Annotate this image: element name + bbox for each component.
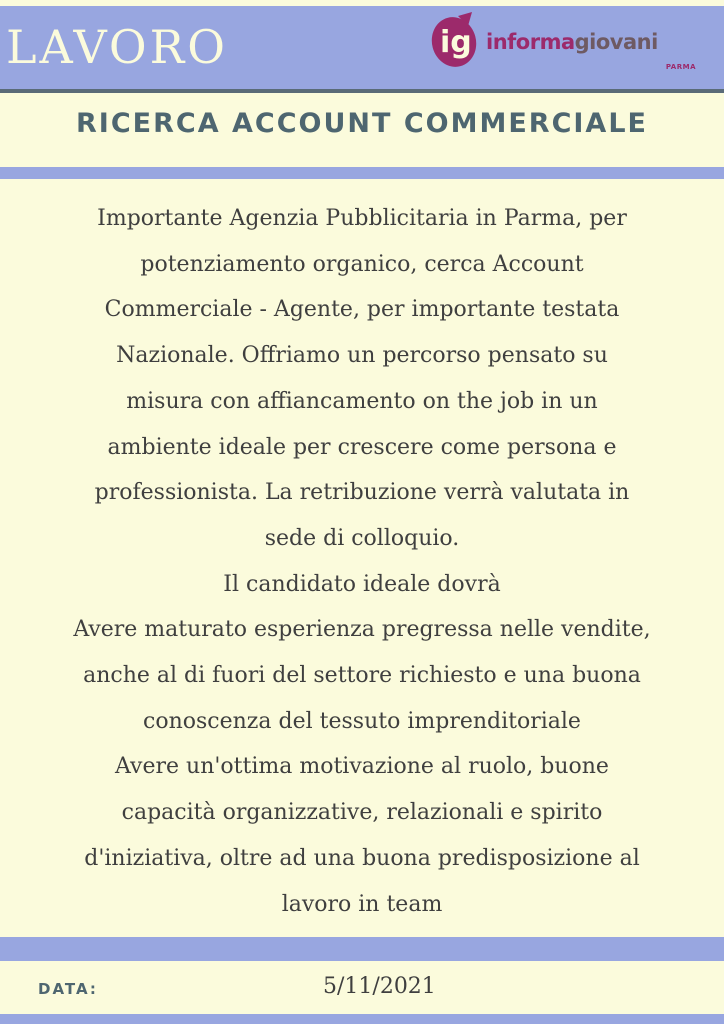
date-label: DATA: bbox=[38, 980, 98, 998]
description-line: d'iniziativa, oltre ad una buona predisposizione al bbox=[84, 845, 640, 871]
date-value: 5/11/2021 bbox=[323, 974, 436, 999]
description-line: capacità organizzative, relazionali e spirito bbox=[121, 800, 603, 826]
separator-band-bottom bbox=[0, 937, 724, 961]
description-line: ambiente ideale per crescere come persona e bbox=[107, 434, 617, 460]
description-line: potenziamento organico, cerca Account bbox=[140, 251, 584, 277]
description-line: anche al di fuori del settore richiesto e una buona bbox=[83, 663, 641, 689]
description-line: professionista. La retribuzione verrà valutata in bbox=[94, 480, 630, 506]
logo-wordmark-part1: informa bbox=[486, 30, 575, 54]
category-heading: LAVORO bbox=[6, 20, 228, 74]
footer-band bbox=[0, 1014, 724, 1024]
informagiovani-logo bbox=[428, 6, 718, 76]
description-line: conoscenza del tessuto imprenditoriale bbox=[143, 708, 581, 734]
description-line: lavoro in team bbox=[281, 891, 443, 917]
ig-logo-mark bbox=[428, 10, 484, 70]
logo-wordmark-part2: giovani bbox=[574, 30, 658, 54]
ig-logo-letters: ig bbox=[440, 25, 472, 60]
logo-city: PARMA bbox=[665, 63, 696, 71]
job-title: RICERCA ACCOUNT COMMERCIALE bbox=[76, 108, 648, 139]
description-line: Avere un'ottima motivazione al ruolo, buone bbox=[115, 754, 609, 780]
description-line: misura con affiancamento on the job in un bbox=[126, 388, 598, 414]
description-line: Nazionale. Offriamo un percorso pensato su bbox=[116, 343, 608, 369]
logo-wordmark bbox=[486, 32, 658, 53]
description-line: Il candidato ideale dovrà bbox=[223, 571, 501, 597]
description-line: Commerciale - Agente, per importante testata bbox=[104, 297, 620, 323]
description-line: sede di colloquio. bbox=[264, 525, 460, 551]
description-line: Importante Agenzia Pubblicitaria in Parma, per bbox=[97, 206, 627, 231]
job-description bbox=[10, 196, 714, 927]
description-line: Avere maturato esperienza pregressa nelle vendite, bbox=[73, 617, 651, 643]
separator-band-top bbox=[0, 167, 724, 179]
header-rule bbox=[0, 89, 724, 93]
